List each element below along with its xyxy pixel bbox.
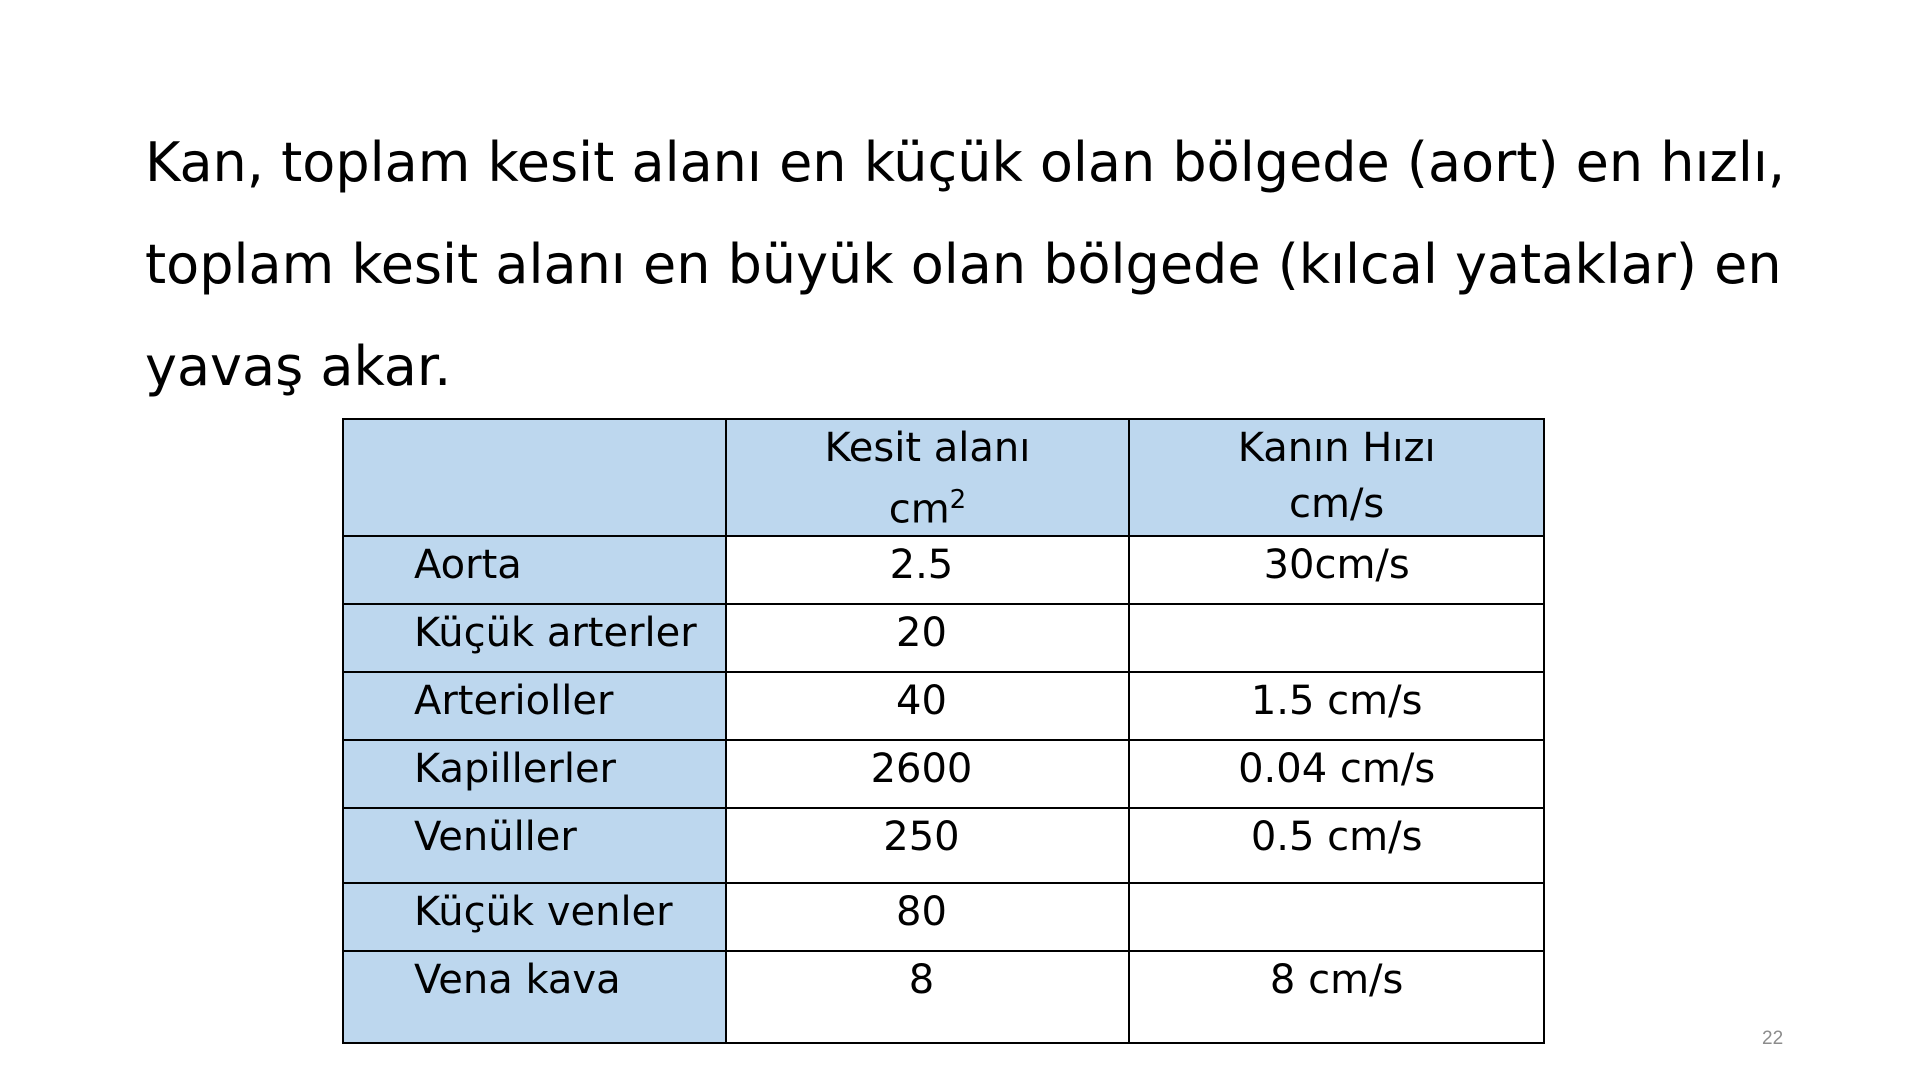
area-cell bbox=[726, 604, 1130, 672]
header-area-unit: cm bbox=[888, 486, 950, 533]
vessel-name-cell bbox=[343, 883, 726, 951]
header-area bbox=[726, 419, 1130, 536]
table-row bbox=[343, 740, 1544, 808]
vessel-name: Vena kava bbox=[414, 957, 621, 1004]
vessel-name-cell bbox=[343, 951, 726, 1043]
area-value: 8 bbox=[908, 957, 935, 1004]
speed-cell bbox=[1129, 536, 1544, 604]
area-value: 2600 bbox=[870, 746, 973, 793]
table-row bbox=[343, 883, 1544, 951]
area-cell bbox=[726, 672, 1130, 740]
table-row bbox=[343, 672, 1544, 740]
vessel-name-cell bbox=[343, 740, 726, 808]
vessel-name: Küçük arterler bbox=[414, 610, 697, 657]
blood-flow-table bbox=[342, 418, 1545, 1044]
speed-value: 30cm/s bbox=[1263, 542, 1410, 589]
vessel-name-cell bbox=[343, 808, 726, 883]
header-area-unit-sup: 2 bbox=[949, 485, 967, 515]
header-area-label: Kesit alanı bbox=[824, 425, 1031, 471]
area-value: 20 bbox=[896, 610, 947, 657]
speed-cell bbox=[1129, 604, 1544, 672]
table-row bbox=[343, 604, 1544, 672]
header-empty-cell bbox=[343, 419, 726, 536]
area-value: 2.5 bbox=[889, 542, 954, 589]
vessel-name: Arterioller bbox=[414, 678, 614, 725]
table-row bbox=[343, 808, 1544, 883]
speed-cell bbox=[1129, 951, 1544, 1043]
speed-cell bbox=[1129, 672, 1544, 740]
speed-cell bbox=[1129, 808, 1544, 883]
header-speed-unit: cm/s bbox=[1289, 481, 1385, 527]
speed-value: 8 cm/s bbox=[1269, 957, 1404, 1004]
speed-cell bbox=[1129, 883, 1544, 951]
area-value: 40 bbox=[896, 678, 947, 725]
area-value: 250 bbox=[883, 814, 960, 861]
header-speed-label: Kanın Hızı bbox=[1237, 425, 1436, 471]
speed-value: 0.5 cm/s bbox=[1250, 814, 1423, 861]
table-header-row bbox=[343, 419, 1544, 536]
vessel-name: Venüller bbox=[414, 814, 577, 861]
speed-value: 1.5 cm/s bbox=[1250, 678, 1423, 725]
vessel-name-cell bbox=[343, 672, 726, 740]
speed-value bbox=[1130, 605, 1543, 609]
table-row bbox=[343, 951, 1544, 1043]
area-cell bbox=[726, 883, 1130, 951]
speed-value: 0.04 cm/s bbox=[1238, 746, 1436, 793]
area-cell bbox=[726, 740, 1130, 808]
area-cell bbox=[726, 951, 1130, 1043]
speed-cell bbox=[1129, 740, 1544, 808]
vessel-name: Aorta bbox=[414, 542, 522, 589]
table-row bbox=[343, 536, 1544, 604]
speed-value bbox=[1130, 884, 1543, 888]
vessel-name: Küçük venler bbox=[414, 889, 673, 936]
header-area-unit-line bbox=[727, 474, 1129, 535]
page-number: 22 bbox=[1762, 1028, 1784, 1049]
area-cell bbox=[726, 808, 1130, 883]
vessel-name: Kapillerler bbox=[414, 746, 616, 793]
area-cell bbox=[726, 536, 1130, 604]
area-value: 80 bbox=[896, 889, 947, 936]
slide-body-text: Kan, toplam kesit alanı en küçük olan bölgede (aort) en hızlı, toplam kesit alanı en büyük olan bölgede (kılcal yataklar) en yavaş akar. bbox=[145, 131, 1786, 398]
vessel-name-cell bbox=[343, 536, 726, 604]
header-speed bbox=[1129, 419, 1544, 536]
vessel-name-cell bbox=[343, 604, 726, 672]
